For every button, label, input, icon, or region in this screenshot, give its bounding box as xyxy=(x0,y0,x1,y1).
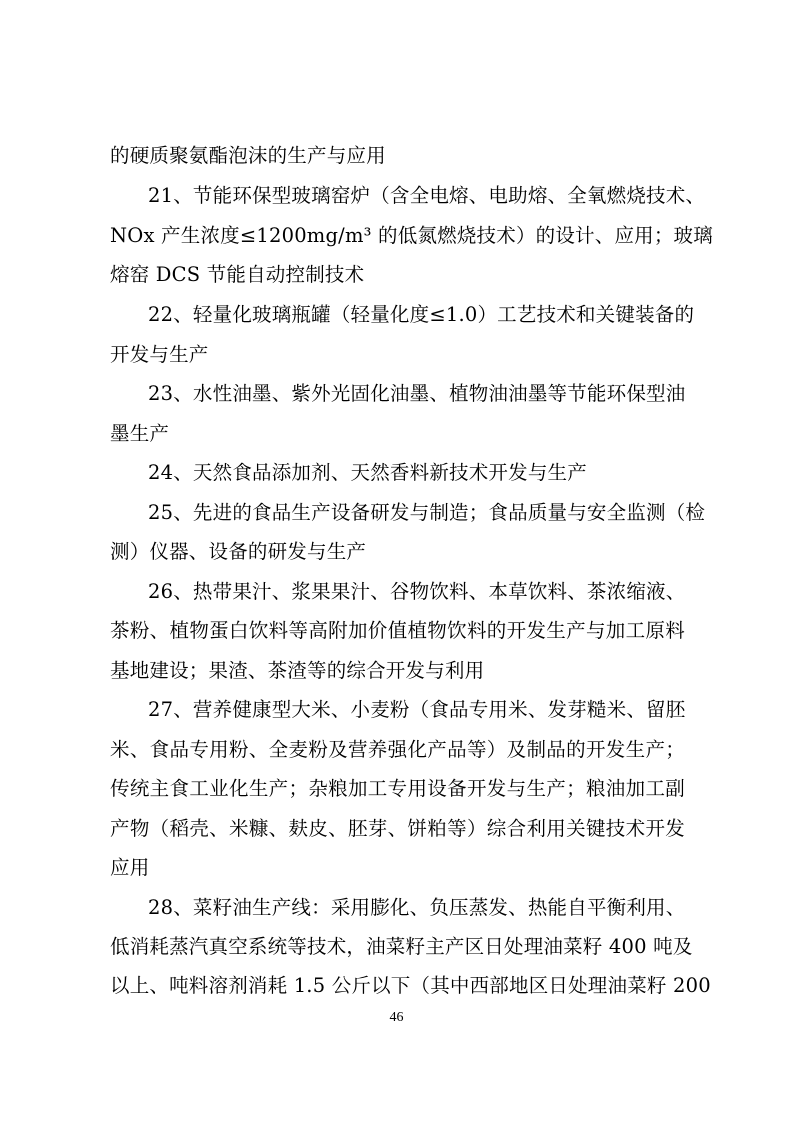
paragraph-26-line-1: 26、热带果汁、浆果果汁、谷物饮料、本草饮料、茶浓缩液、 xyxy=(148,580,686,603)
paragraph-28-line-1: 28、菜籽油生产线：采用膨化、负压蒸发、热能自平衡利用、 xyxy=(148,896,686,919)
paragraph-20-continuation-line: 的硬质聚氨酯泡沫的生产与应用 xyxy=(110,144,386,167)
paragraph-23-line-1: 23、水性油墨、紫外光固化油墨、植物油油墨等节能环保型油 xyxy=(148,382,686,405)
paragraph-21-line-1: 21、节能环保型玻璃窑炉（含全电熔、电助熔、全氧燃烧技术、 xyxy=(148,184,706,207)
paragraph-27-line-2: 米、食品专用粉、全麦粉及营养强化产品等）及制品的开发生产； xyxy=(110,738,685,761)
paragraph-28-line-2: 低消耗蒸汽真空系统等技术，油菜籽主产区日处理油菜籽 400 吨及 xyxy=(110,935,693,958)
paragraph-22-line-2: 开发与生产 xyxy=(110,343,209,366)
paragraph-22-line-1: 22、轻量化玻璃瓶罐（轻量化度≤1.0）工艺技术和关键装备的 xyxy=(148,303,695,326)
paragraph-25-line-2: 测）仪器、设备的研发与生产 xyxy=(110,540,367,563)
paragraph-28-line-3: 以上、吨料溶剂消耗 1.5 公斤以下（其中西部地区日处理油菜籽 200 xyxy=(110,974,711,997)
paragraph-24-line-1: 24、天然食品添加剂、天然香料新技术开发与生产 xyxy=(148,461,587,484)
paragraph-27-line-4: 产物（稻壳、米糠、麸皮、胚芽、饼粕等）综合利用关键技术开发 xyxy=(110,817,685,840)
paragraph-23-line-2: 墨生产 xyxy=(110,422,170,445)
paragraph-26-line-3: 基地建设；果渣、茶渣等的综合开发与利用 xyxy=(110,659,485,682)
paragraph-21-line-2: NOx 产生浓度≤1200mg/m³ 的低氮燃烧技术）的设计、应用；玻璃 xyxy=(110,224,713,247)
page-number: 46 xyxy=(389,1010,404,1025)
paragraph-27-line-3: 传统主食工业化生产；杂粮加工专用设备开发与生产；粮油加工副 xyxy=(110,777,685,800)
paragraph-25-line-1: 25、先进的食品生产设备研发与制造；食品质量与安全监测（检 xyxy=(148,501,706,524)
paragraph-27-line-5: 应用 xyxy=(110,856,150,879)
paragraph-26-line-2: 茶粉、植物蛋白饮料等高附加价值植物饮料的开发生产与加工原料 xyxy=(110,619,685,642)
paragraph-27-line-1: 27、营养健康型大米、小麦粉（食品专用米、发芽糙米、留胚 xyxy=(148,698,686,721)
paragraph-21-line-3: 熔窑 DCS 节能自动控制技术 xyxy=(110,263,365,286)
